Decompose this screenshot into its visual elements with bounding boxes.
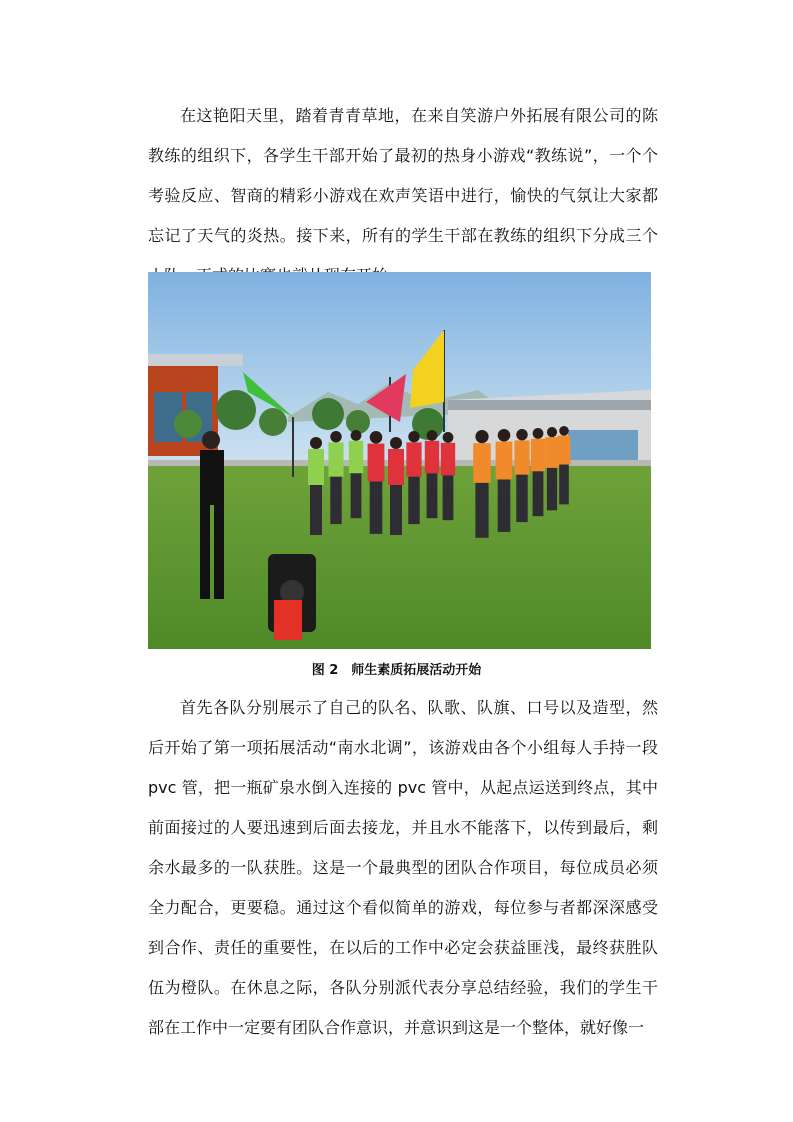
student-head xyxy=(427,430,438,441)
student-legs xyxy=(498,479,511,532)
student-vest xyxy=(531,439,545,471)
student-head xyxy=(351,430,362,441)
student-legs xyxy=(370,481,383,534)
student-vest xyxy=(441,443,455,475)
student-vest xyxy=(388,449,404,485)
paragraph-intro: 在这艳阳天里，踏着青青草地，在来自笑游户外拓展有限公司的陈教练的组织下，各学生干部开始了最初的热身小游戏“教练说”，一个个考验反应、智商的精彩小游戏在欢声笑语中进行，愉快的气氛让大家都忘记了天气的炎热。接下来，所有的学生干部在教练的组织下分成三个 xyxy=(148,106,658,245)
student-legs xyxy=(475,483,488,538)
student-head xyxy=(516,429,527,440)
student-legs xyxy=(533,471,544,516)
student-legs xyxy=(310,485,322,535)
student-head xyxy=(547,427,557,437)
student-vest xyxy=(473,443,491,483)
activity-photo-illustration xyxy=(148,272,651,649)
student-vest xyxy=(349,441,363,473)
student-vest xyxy=(368,444,385,482)
student-legs xyxy=(516,475,527,522)
student-vest xyxy=(545,437,559,468)
student-vest xyxy=(308,449,324,485)
student-vest xyxy=(328,442,343,476)
student-head xyxy=(310,437,322,449)
student-head xyxy=(443,432,454,443)
student-head xyxy=(330,431,341,442)
student-legs xyxy=(330,477,341,524)
activity-photo xyxy=(148,272,651,649)
student-legs xyxy=(351,473,362,518)
speaker xyxy=(268,554,316,640)
student-vest xyxy=(406,442,421,476)
student-legs xyxy=(559,464,569,504)
student-head xyxy=(370,431,383,444)
student-legs xyxy=(390,485,402,535)
student-head xyxy=(408,431,419,442)
student-vest xyxy=(425,441,439,473)
paragraph-activity: 首先各队分别展示了自己的队名、队歌、队旗、口号以及造型，然后开始了第一项拓展活动“南水北调”，该游戏由各个小组每人手持一段 pvc 管，把一瓶矿泉水倒入连接的 pvc 管中，从起点运送到终点，其中前面接过的人要迅速到后面去接龙，并且水不能落下，以传到最后，剩余水最多的一队获胜。这是一个最典型的团队合作项目，每位成员必须全力配合，更要稳。通过这个看似简单的游戏，每位参与者都深深感受到合作、责任的重要性，在以后的工作中必定会获益匪浅，最终获胜队伍为橙队。在休息之际，各队分别派代表分享总结经验，我们的学生干部在工作中一定要有团队合作意识，并意识到这是一个整体，就好像一 xyxy=(148,698,658,1037)
student-legs xyxy=(408,477,419,524)
student-head xyxy=(559,426,569,436)
student-head xyxy=(390,437,402,449)
student-legs xyxy=(547,468,557,511)
student-head xyxy=(533,428,544,439)
student-head xyxy=(475,430,488,443)
student-vest xyxy=(496,442,513,480)
student-vest xyxy=(514,440,529,474)
figure-caption: 图 2 师生素质拓展活动开始 xyxy=(311,663,482,678)
student-vest xyxy=(558,436,571,465)
student-legs xyxy=(443,475,454,520)
student-head xyxy=(498,429,511,442)
student-legs xyxy=(427,473,438,518)
